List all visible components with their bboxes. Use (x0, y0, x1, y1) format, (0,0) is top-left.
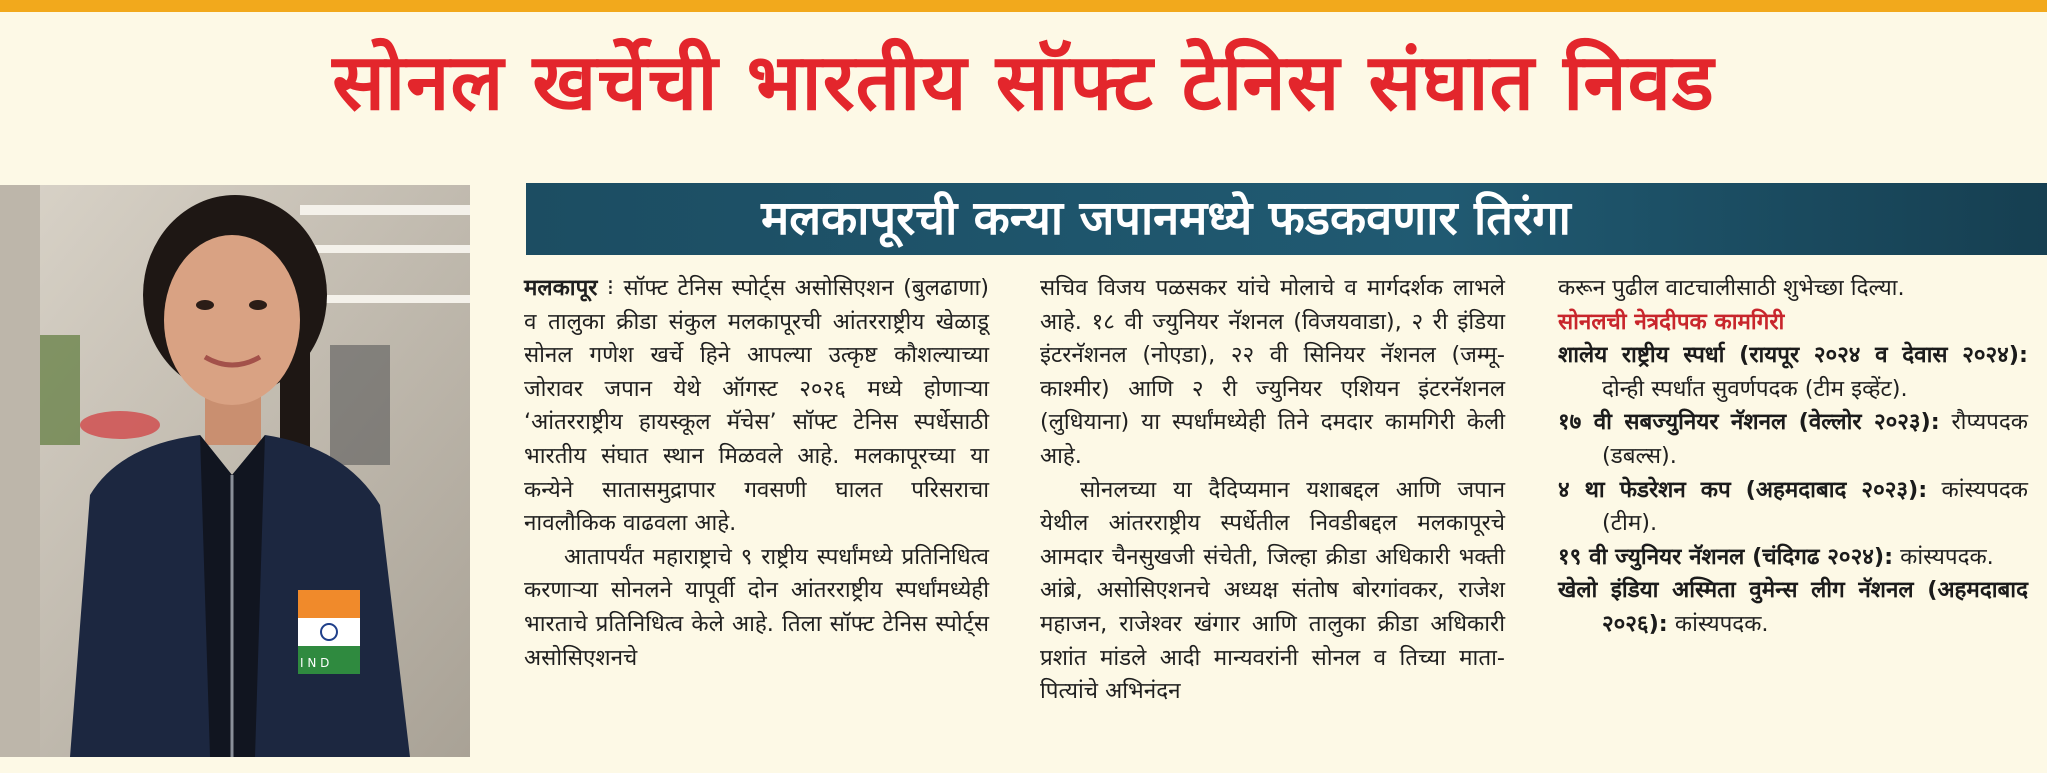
article-paragraph-3: सचिव विजय पळसकर यांचे मोलाचे व मार्गदर्शक लाभले आहे. १८ वी ज्युनियर नॅशनल (विजयवाडा), २ री इंडिया इंटरनॅशनल (नोएडा), २२ वी सिनियर नॅशनल (जम्मू-काश्मीर) आणि २ री ज्युनियर एशियन इंटरनॅशनल (लुधियाना) या स्पर्धांमध्येही तिने दमदार कामगिरी केली आहे. (1040, 275, 1505, 469)
achievement-name: शालेय राष्ट्रीय स्पर्धा (रायपूर २०२४ व देवास २०२४): (1558, 342, 2028, 369)
article-column-2 (1040, 272, 1505, 709)
achievement-name: खेलो इंडिया अस्मिता वुमेन्स लीग नॅशनल (अहमदाबाद २०२६): (1558, 577, 2028, 637)
article-paragraph-2: आतापर्यंत महाराष्ट्राचे ९ राष्ट्रीय स्पर्धांमध्ये प्रतिनिधित्व करणाऱ्या सोनलने यापूर्वी दोन आंतरराष्ट्रीय स्पर्धांमध्येही भारताचे प्रतिनिधित्व केले आहे. तिला सॉफ्ट टेनिस स्पोर्ट्स असोसिएशनचे (524, 543, 989, 671)
achievement-result: रौप्यपदक (डबल्स). (1602, 409, 2028, 469)
achievement-result: कांस्यपदक. (1900, 543, 1994, 570)
achievement-result: कांस्यपदक. (1674, 610, 1769, 637)
article-column-1 (524, 272, 989, 675)
article-text: सॉफ्ट टेनिस स्पोर्ट्स असोसिएशन (बुलढाणा) व तालुका क्रीडा संकुल मलकापूरची आंतरराष्ट्रीय खेळाडू सोनल गणेश खर्चे हिने आपल्या उत्कृष्ट कौशल्याच्या जोरावर जपान येथे ऑगस्ट २०२६ मध्ये होणाऱ्या ‘आंतरराष्ट्रीय हायस्कूल मॅचेस’ सॉफ्ट टेनिस स्पर्धेसाठी भारतीय संघात स्थान मिळवले आहे. मलकापूरच्या या कन्येने सातासमुद्रापार गवसणी घालत परिसराचा नावलौकिक वाढवला आहे. (524, 275, 989, 537)
top-accent-bar (0, 0, 2047, 12)
achievement-name: १७ वी सबज्युनियर नॅशनल (वेल्लोर २०२३): (1558, 409, 1940, 436)
dateline: मलकापूर (524, 275, 598, 301)
subheadline-banner (526, 183, 2047, 255)
achievement-result: कांस्यपदक (टीम). (1602, 476, 2028, 537)
athlete-photo (0, 185, 470, 757)
article-paragraph-5: करून पुढील वाटचालीसाठी शुभेच्छा दिल्या. (1558, 275, 1905, 301)
achievement-name: १९ वी ज्युनियर नॅशनल (चंदिगढ २०२४): (1558, 543, 1894, 570)
headline: सोनल खर्चेची भारतीय सॉफ्ट टेनिस संघात निवड (332, 38, 1715, 128)
article-paragraph-4: सोनलच्या या दैदिप्यमान यशाबद्दल आणि जपान येथील आंतरराष्ट्रीय स्पर्धेतील निवडीबद्दल मलकापूरचे आमदार चैनसुखजी संचेती, जिल्हा क्रीडा अधिकारी भक्ती आंब्रे, असोसिएशनचे अध्यक्ष संतोष बोरगांवकर, राजेश महाजन, राजेश्वर खंगार आणि तालुका क्रीडा अधिकारी प्रशांत मांडले आदी मान्यवरांनी सोनल व तिच्या माता-पित्यांचे अभिनंदन (1040, 476, 1505, 705)
achievement-result: दोन्ही स्पर्धांत सुवर्णपदक (टीम इव्हेंट). (1602, 375, 1908, 402)
achievement-item (1558, 406, 2028, 473)
article-column-3 (1558, 272, 2028, 642)
achievement-name: ४ था फेडरेशन कप (अहमदाबाद २०२३): (1558, 476, 1928, 503)
subheadline: मलकापूरची कन्या जपानमध्ये फडकवणार तिरंगा (761, 191, 1571, 246)
achievement-item (1558, 541, 2028, 575)
article-paragraph-1: मलकापूर ⁝ सॉफ्ट टेनिस स्पोर्ट्स असोसिएशन (बुलढाणा) व तालुका क्रीडा संकुल मलकापूरची आंतरराष्ट्रीय खेळाडू सोनल गणेश खर्चे हिने आपल्या उत्कृष्ट कौशल्याच्या जोरावर जपान येथे ऑगस्ट २०२६ मध्ये होणाऱ्या ‘आंतरराष्ट्रीय हायस्कूल मॅचेस’ सॉफ्ट टेनिस स्पर्धेसाठी भारतीय संघात स्थान मिळवले आहे. मलकापूरच्या या कन्येने सातासमुद्रापार गवसणी घालत परिसराचा नावलौकिक वाढवला आहे. (524, 275, 989, 537)
achievement-item (1558, 339, 2028, 406)
achievement-item (1558, 574, 2028, 641)
achievements-title: सोनलची नेत्रदीपक कामगिरी (1558, 308, 1785, 335)
jersey-text: I N D (300, 656, 330, 670)
achievement-item (1558, 474, 2028, 541)
